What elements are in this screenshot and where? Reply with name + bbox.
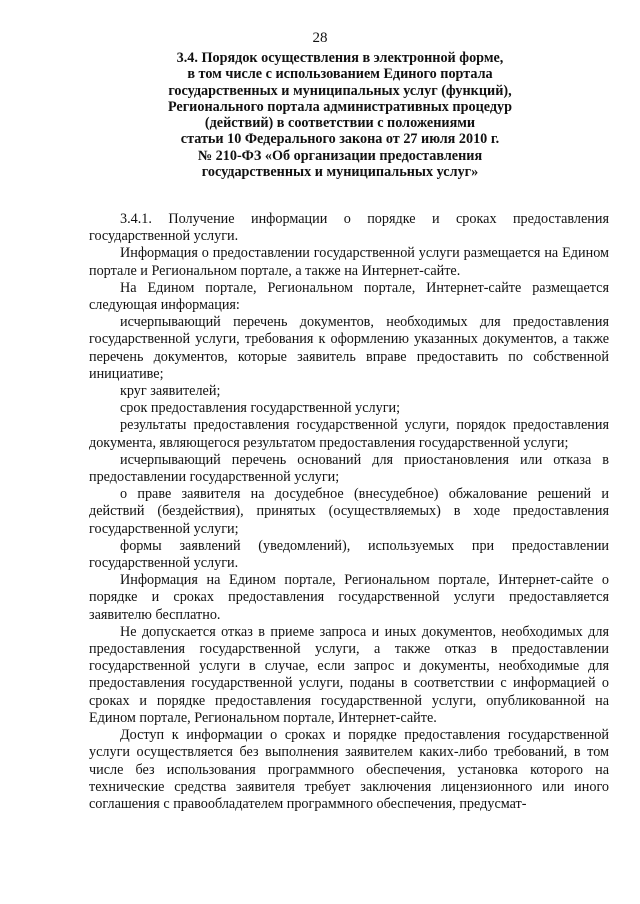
document-body [89, 211, 609, 813]
paragraph: формы заявлений (уведомлений), используемых при предоставлении государственной услуги. [89, 537, 609, 572]
paragraph: исчерпывающий перечень оснований для приостановления или отказа в предоставлении государственной услуги; [89, 451, 609, 486]
paragraph: круг заявителей; [120, 383, 221, 400]
paragraph: результаты предоставления государственной услуги, порядок предоставления документа, являющегося результатом предоставления государственной услуги; [89, 417, 609, 451]
section-heading: 3.4. Порядок осуществления в электронной форме, в том числе с использованием Единого портала государственных и муниципальных услуг (функций), Регионального портала административных процедур (действий) в соответствии с положениями статьи 10 Федерального закона от 27 июля 2010 г. № 210-ФЗ «Об организации предоставления государственных и муниципальных услуг» [167, 50, 513, 181]
paragraph: 3.4.1. Получение информации о порядке и сроках предоставления государственной услуги. [89, 211, 609, 245]
page-number: 28 [312, 30, 328, 46]
paragraph: На Едином портале, Региональном портале, Интернет-сайте размещается следующая информация: [89, 279, 609, 314]
paragraph: Информация на Едином портале, Региональном портале, Интернет-сайте о порядке и сроках предоставления государственной услуги предоставляется заявителю бесплатно. [89, 572, 609, 623]
paragraph: Информация о предоставлении государственной услуги размещается на Едином портале и Региональном портале, а также на Интернет-сайте. [89, 245, 609, 279]
paragraph: срок предоставления государственной услуги; [120, 400, 401, 417]
paragraph: исчерпывающий перечень документов, необходимых для предоставления государственной услуги, требования к оформлению указанных документов, а также перечень документов, которые заявитель вправе предоставить по собственной инициативе; [89, 314, 609, 382]
paragraph: о праве заявителя на досудебное (внесудебное) обжалование решений и действий (бездействия), принятых (осуществляемых) в ходе предоставления государственной услуги; [89, 486, 609, 537]
paragraph: Не допускается отказ в приеме запроса и иных документов, необходимых для предоставления государственной услуги, а также отказ в предоставлении государственной услуги в случае, если запрос и документы, необходимые для предоставления государственной услуги, поданы в соответствии с информацией о сроках и порядке предоставления государственной услуги, опубликованной на Едином портале, Региональном портале, Интернет-сайте. [89, 623, 609, 726]
paragraph: Доступ к информации о сроках и порядке предоставления государственной услуги осуществляется без выполнения заявителем каких-либо требований, в том числе без использования программного обеспечения, установка которого на технические средства заявителя требует заключения лицензионного или иного соглашения с правообладателем программного обеспечения, предусмат- [89, 727, 609, 812]
